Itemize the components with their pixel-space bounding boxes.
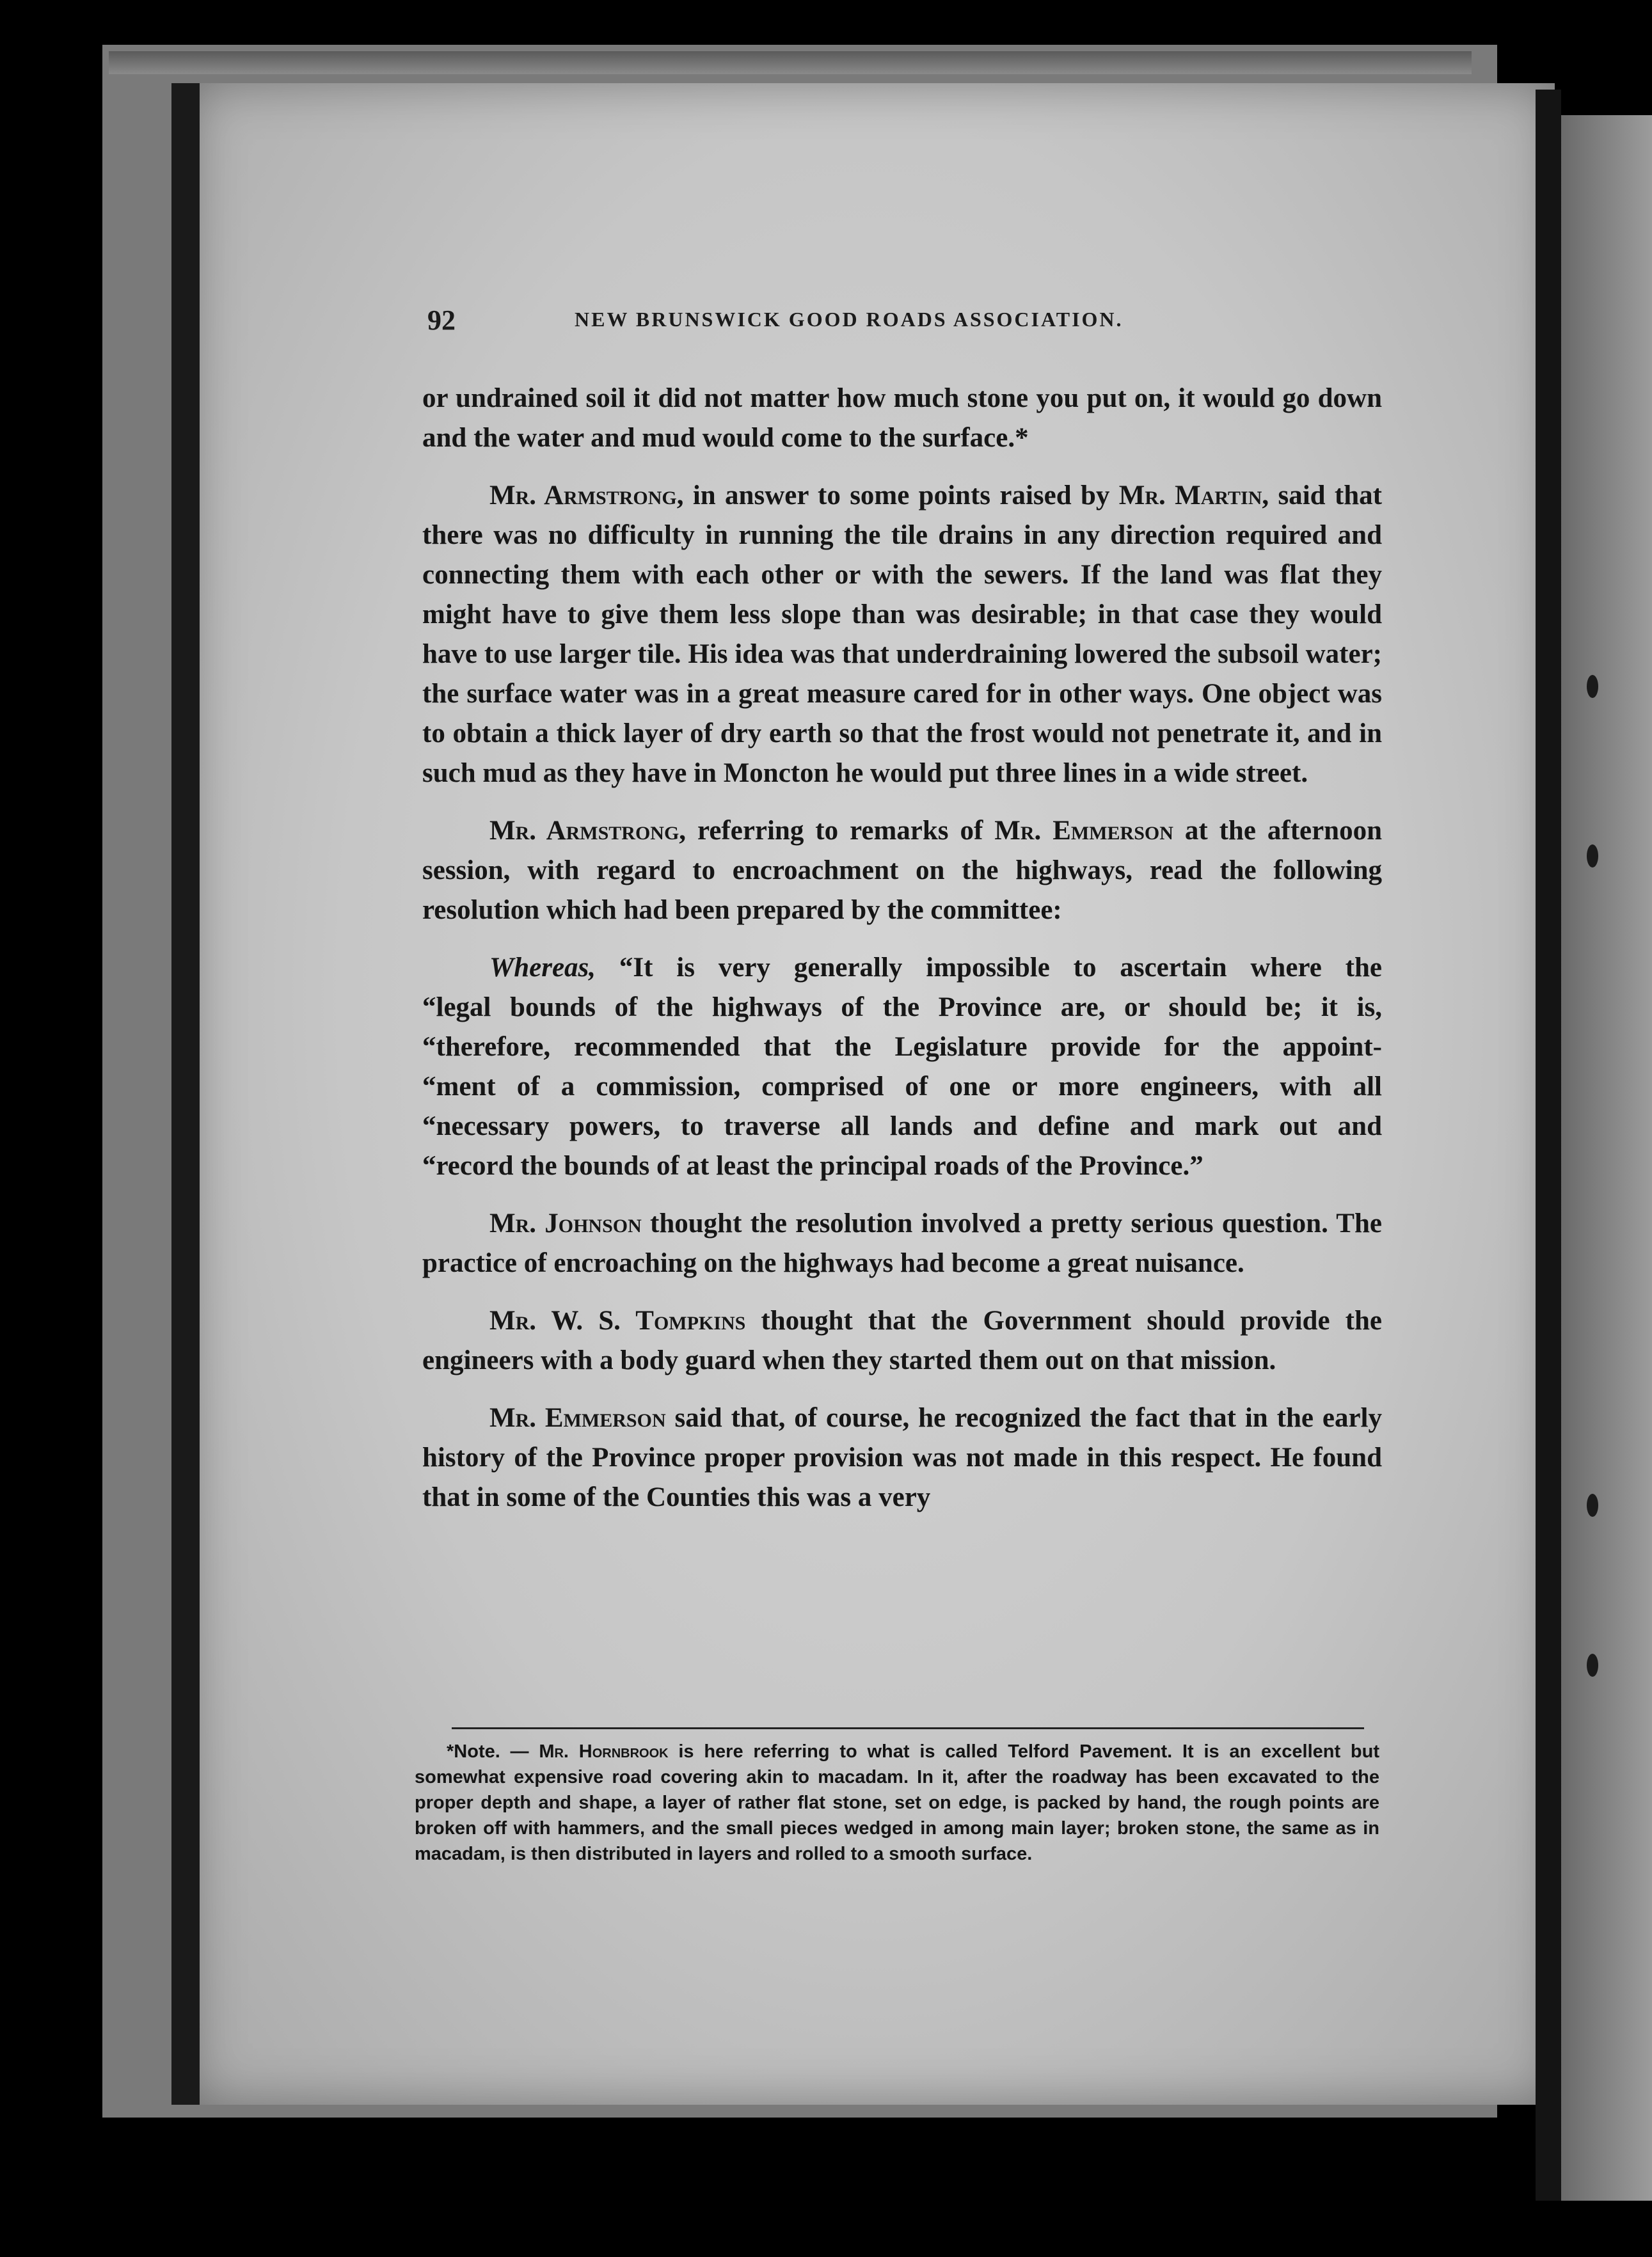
footnote-divider xyxy=(452,1727,1364,1729)
adjacent-page-mark xyxy=(1587,1494,1598,1517)
running-title: NEW BRUNSWICK GOOD ROADS ASSOCIATION. xyxy=(575,308,1124,331)
footnote xyxy=(415,1739,1379,1867)
page-number: 92 xyxy=(427,305,456,336)
quote-line: Whereas, “It is very generally impossible to ascertain where the xyxy=(489,953,1382,983)
body-text xyxy=(422,379,1382,1535)
adjacent-page-edge xyxy=(1561,115,1652,2201)
quote-line: “legal bounds of the highways of the Province are, or should be; it is, xyxy=(422,992,1382,1022)
speaker-name: Mr. Martin, xyxy=(1118,480,1269,511)
paragraph-johnson xyxy=(422,1204,1382,1283)
paragraph-text: said that, of course, he recognized the fact that in the early history of the Province proper provision was not made in this respect. He found that in some of the Counties this was a very xyxy=(422,1403,1382,1512)
adjacent-page-mark xyxy=(1587,844,1598,867)
quote-line: “necessary powers, to traverse all lands and define and mark out and xyxy=(422,1111,1382,1141)
paragraph-armstrong-resolution xyxy=(422,811,1382,930)
paragraph-text: thought the resolution involved a pretty serious question. The practice of encroaching on the highways had become a great nuisance. xyxy=(422,1208,1382,1278)
speaker-name: Mr. Emmerson xyxy=(994,816,1173,846)
paragraph-text: referring to remarks of xyxy=(686,816,995,846)
footnote-label: *Note. — xyxy=(447,1741,539,1762)
speaker-name: Mr. Armstrong, xyxy=(489,480,684,511)
paragraph-continuation: or undrained soil it did not matter how much stone you put on, it would go down and the water and mud would come to the surface.* xyxy=(422,383,1382,453)
adjacent-page-mark xyxy=(1587,675,1598,698)
paragraph-text: in answer to some points raised by xyxy=(683,480,1119,511)
quote-lead: Whereas, xyxy=(489,953,596,983)
footnote-text: is here referring to what is called Telford Pavement. It is an excellent but somewhat expensive road covering akin to macadam. In it, after the roadway has been excavated to the proper depth and shape, a layer of rather flat stone, set on edge, is packed by hand, the rough points are broken off with hammers, and the small pieces wedged in among main layer; broken stone, the same as in macadam, is then distributed in layers and rolled to a smooth surface. xyxy=(415,1741,1380,1864)
speaker-name: Mr. Emmerson xyxy=(489,1403,666,1433)
paragraph-armstrong-drains xyxy=(422,476,1382,793)
paragraph-text: at the afternoon session, with regard to encroachment on the highways, read the following resolution which had been prepared by the committee: xyxy=(422,816,1383,925)
page-gutter xyxy=(171,83,200,2105)
paragraph-tompkins xyxy=(422,1301,1382,1381)
resolution-quote xyxy=(422,948,1382,1186)
paragraph-text: thought that the Government should provide the engineers with a body guard when they started them out on that mission. xyxy=(422,1306,1382,1375)
paragraph-text: said that there was no difficulty in running the tile drains in any direction required and connecting them with each other or with the sewers. If the land was flat they might have to give them less slope than was desirable; in that case they would have to use larger tile. His idea was that underdraining lowered the subsoil water; the surface water was in a great measure cared for in other ways. One object was to obtain a thick layer of dry earth so that the frost would not penetrate it, and in such mud as they have in Moncton he would put three lines in a wide street. xyxy=(422,480,1382,788)
adjacent-page-mark xyxy=(1587,1654,1598,1677)
quote-line: “record the bounds of at least the principal roads of the Province.” xyxy=(422,1151,1203,1181)
page-top-edge xyxy=(109,51,1472,74)
quote-line: “therefore, recommended that the Legislature provide for the appoint- xyxy=(422,1032,1382,1062)
speaker-name: Mr. W. S. Tompkins xyxy=(489,1306,746,1336)
running-header xyxy=(427,304,1381,342)
quote-line: “ment of a commission, comprised of one or more engineers, with all xyxy=(422,1072,1382,1102)
speaker-name: Mr. Armstrong, xyxy=(489,816,687,846)
footnote-speaker: Mr. Hornbrook xyxy=(539,1741,669,1762)
paragraph-emmerson xyxy=(422,1398,1382,1517)
page-right-edge xyxy=(1536,90,1561,2201)
speaker-name: Mr. Johnson xyxy=(489,1208,642,1239)
